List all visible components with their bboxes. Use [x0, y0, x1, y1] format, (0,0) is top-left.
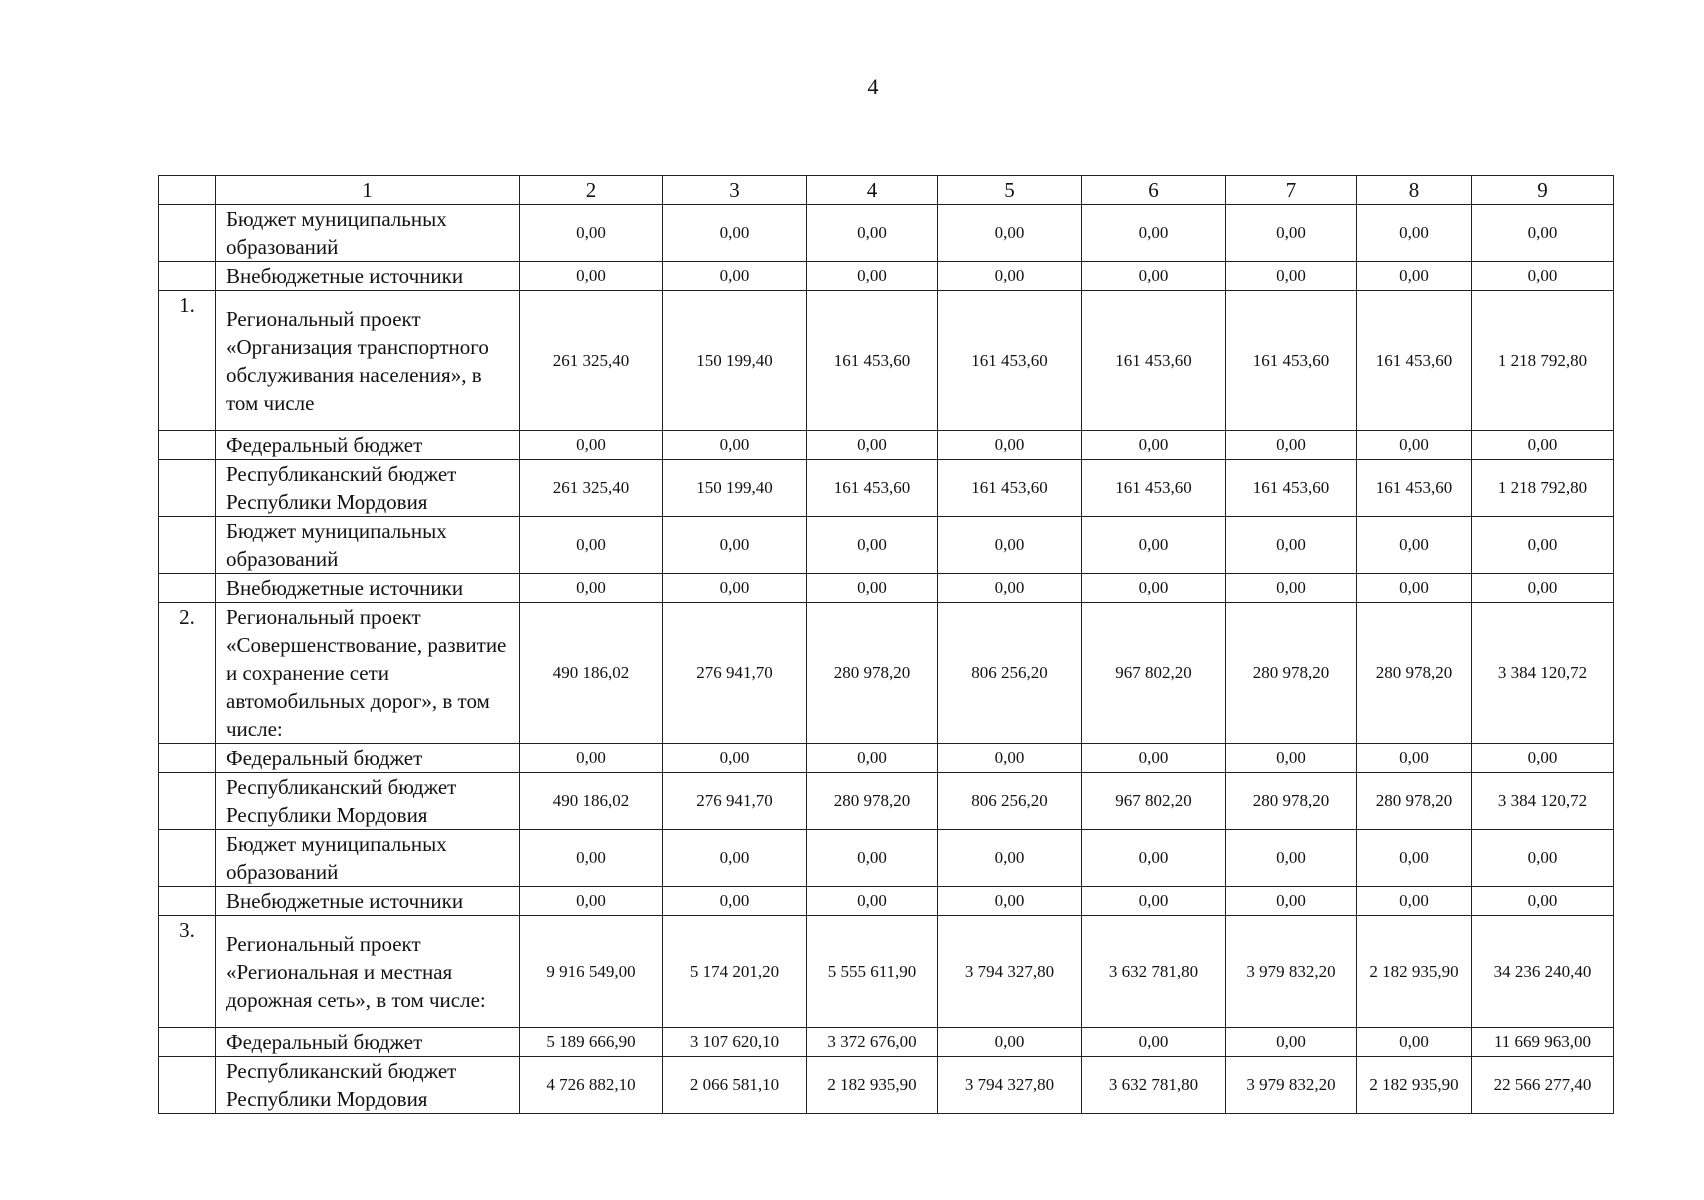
value-cell: 0,00 — [1472, 830, 1614, 887]
row-index — [159, 773, 216, 830]
value-cell: 0,00 — [663, 574, 807, 603]
value-cell: 806 256,20 — [938, 773, 1082, 830]
table-row — [159, 603, 1614, 744]
value-cell: 0,00 — [1226, 517, 1357, 574]
value-cell: 161 453,60 — [807, 460, 938, 517]
value-cell: 161 453,60 — [1226, 460, 1357, 517]
value-cell: 0,00 — [663, 262, 807, 291]
value-cell: 161 453,60 — [1082, 460, 1226, 517]
row-index — [159, 744, 216, 773]
value-cell: 0,00 — [807, 574, 938, 603]
value-cell: 0,00 — [1226, 1028, 1357, 1057]
value-cell: 276 941,70 — [663, 773, 807, 830]
value-cell: 0,00 — [1357, 887, 1472, 916]
value-cell: 0,00 — [1082, 574, 1226, 603]
value-cell: 0,00 — [1472, 431, 1614, 460]
value-cell: 280 978,20 — [1357, 773, 1472, 830]
value-cell: 0,00 — [663, 431, 807, 460]
header-cell: 9 — [1472, 176, 1614, 205]
row-index — [159, 262, 216, 291]
header-cell: 5 — [938, 176, 1082, 205]
value-cell: 2 182 935,90 — [1357, 1057, 1472, 1114]
value-cell: 3 632 781,80 — [1082, 1057, 1226, 1114]
row-index — [159, 574, 216, 603]
value-cell: 0,00 — [938, 262, 1082, 291]
value-cell: 3 372 676,00 — [807, 1028, 938, 1057]
value-cell: 0,00 — [1226, 205, 1357, 262]
table-row — [159, 431, 1614, 460]
value-cell: 0,00 — [663, 830, 807, 887]
table-row — [159, 1028, 1614, 1057]
row-label: Федеральный бюджет — [216, 431, 520, 460]
row-index: 3. — [159, 916, 216, 1028]
header-cell: 6 — [1082, 176, 1226, 205]
row-index — [159, 830, 216, 887]
value-cell: 3 384 120,72 — [1472, 603, 1614, 744]
row-label: Федеральный бюджет — [216, 744, 520, 773]
value-cell: 0,00 — [1472, 574, 1614, 603]
value-cell: 280 978,20 — [1357, 603, 1472, 744]
value-cell: 3 384 120,72 — [1472, 773, 1614, 830]
row-index — [159, 887, 216, 916]
row-index — [159, 1028, 216, 1057]
value-cell: 0,00 — [1357, 517, 1472, 574]
header-cell: 4 — [807, 176, 938, 205]
value-cell: 0,00 — [1226, 744, 1357, 773]
value-cell: 967 802,20 — [1082, 603, 1226, 744]
row-index: 1. — [159, 291, 216, 431]
value-cell: 0,00 — [1082, 1028, 1226, 1057]
row-index — [159, 460, 216, 517]
value-cell: 3 107 620,10 — [663, 1028, 807, 1057]
value-cell: 0,00 — [1226, 431, 1357, 460]
value-cell: 0,00 — [663, 744, 807, 773]
header-row — [159, 176, 1614, 205]
value-cell: 0,00 — [1226, 887, 1357, 916]
value-cell: 0,00 — [807, 887, 938, 916]
value-cell: 22 566 277,40 — [1472, 1057, 1614, 1114]
value-cell: 5 555 611,90 — [807, 916, 938, 1028]
page-number: 4 — [867, 74, 879, 99]
row-label: Внебюджетные источники — [216, 574, 520, 603]
value-cell: 0,00 — [938, 574, 1082, 603]
value-cell: 5 174 201,20 — [663, 916, 807, 1028]
value-cell: 967 802,20 — [1082, 773, 1226, 830]
value-cell: 0,00 — [520, 262, 663, 291]
header-cell: 7 — [1226, 176, 1357, 205]
value-cell: 261 325,40 — [520, 291, 663, 431]
value-cell: 0,00 — [938, 431, 1082, 460]
value-cell: 11 669 963,00 — [1472, 1028, 1614, 1057]
value-cell: 0,00 — [1357, 1028, 1472, 1057]
value-cell: 0,00 — [520, 830, 663, 887]
value-cell: 0,00 — [1082, 262, 1226, 291]
header-cell: 1 — [216, 176, 520, 205]
value-cell: 3 979 832,20 — [1226, 916, 1357, 1028]
value-cell: 2 066 581,10 — [663, 1057, 807, 1114]
value-cell: 3 794 327,80 — [938, 1057, 1082, 1114]
header-cell: 3 — [663, 176, 807, 205]
value-cell: 0,00 — [1082, 887, 1226, 916]
table-row — [159, 517, 1614, 574]
table-row — [159, 773, 1614, 830]
value-cell: 0,00 — [663, 517, 807, 574]
value-cell: 1 218 792,80 — [1472, 291, 1614, 431]
value-cell: 3 794 327,80 — [938, 916, 1082, 1028]
row-index — [159, 1057, 216, 1114]
value-cell: 490 186,02 — [520, 773, 663, 830]
value-cell: 9 916 549,00 — [520, 916, 663, 1028]
value-cell: 0,00 — [1082, 830, 1226, 887]
value-cell: 0,00 — [1082, 744, 1226, 773]
table-row — [159, 744, 1614, 773]
value-cell: 34 236 240,40 — [1472, 916, 1614, 1028]
value-cell: 0,00 — [520, 431, 663, 460]
value-cell: 0,00 — [938, 887, 1082, 916]
value-cell: 0,00 — [1357, 574, 1472, 603]
header-cell — [159, 176, 216, 205]
value-cell: 0,00 — [807, 517, 938, 574]
value-cell: 0,00 — [1226, 262, 1357, 291]
row-label: Бюджет муниципальных образований — [216, 205, 520, 262]
value-cell: 0,00 — [520, 574, 663, 603]
row-label: Бюджет муниципальных образований — [216, 517, 520, 574]
value-cell: 0,00 — [1082, 517, 1226, 574]
value-cell: 0,00 — [1472, 744, 1614, 773]
value-cell: 0,00 — [807, 830, 938, 887]
value-cell: 161 453,60 — [1357, 291, 1472, 431]
value-cell: 0,00 — [1357, 744, 1472, 773]
value-cell: 0,00 — [938, 744, 1082, 773]
value-cell: 0,00 — [1472, 517, 1614, 574]
value-cell: 3 979 832,20 — [1226, 1057, 1357, 1114]
row-label: Внебюджетные источники — [216, 262, 520, 291]
value-cell: 276 941,70 — [663, 603, 807, 744]
value-cell: 150 199,40 — [663, 291, 807, 431]
table-row — [159, 1057, 1614, 1114]
value-cell: 0,00 — [938, 205, 1082, 262]
row-label: Республиканский бюджет Республики Мордовия — [216, 773, 520, 830]
value-cell: 0,00 — [520, 744, 663, 773]
value-cell: 0,00 — [938, 830, 1082, 887]
value-cell: 2 182 935,90 — [807, 1057, 938, 1114]
table-row — [159, 262, 1614, 291]
row-label: Региональный проект «Совершенствование, развитие и сохранение сети автомобильных дорог», в том числе: — [216, 603, 520, 744]
row-label: Республиканский бюджет Республики Мордовия — [216, 1057, 520, 1114]
value-cell: 280 978,20 — [807, 773, 938, 830]
header-cell: 2 — [520, 176, 663, 205]
value-cell: 0,00 — [1357, 431, 1472, 460]
value-cell: 161 453,60 — [1357, 460, 1472, 517]
table-row — [159, 830, 1614, 887]
row-label: Федеральный бюджет — [216, 1028, 520, 1057]
row-label: Региональный проект «Организация транспортного обслуживания населения», в том числе — [216, 291, 520, 431]
value-cell: 0,00 — [807, 744, 938, 773]
value-cell: 0,00 — [1357, 262, 1472, 291]
value-cell: 161 453,60 — [1226, 291, 1357, 431]
value-cell: 0,00 — [938, 517, 1082, 574]
value-cell: 161 453,60 — [938, 460, 1082, 517]
value-cell: 261 325,40 — [520, 460, 663, 517]
value-cell: 806 256,20 — [938, 603, 1082, 744]
value-cell: 0,00 — [520, 517, 663, 574]
value-cell: 2 182 935,90 — [1357, 916, 1472, 1028]
value-cell: 0,00 — [1226, 830, 1357, 887]
row-index — [159, 431, 216, 460]
table-body — [159, 176, 1614, 1114]
row-index — [159, 517, 216, 574]
value-cell: 0,00 — [807, 431, 938, 460]
value-cell: 0,00 — [663, 205, 807, 262]
value-cell: 0,00 — [1472, 262, 1614, 291]
row-label: Региональный проект «Региональная и местная дорожная сеть», в том числе: — [216, 916, 520, 1028]
table-row — [159, 916, 1614, 1028]
value-cell: 0,00 — [520, 205, 663, 262]
value-cell: 0,00 — [1082, 205, 1226, 262]
value-cell: 3 632 781,80 — [1082, 916, 1226, 1028]
row-label: Внебюджетные источники — [216, 887, 520, 916]
row-label: Республиканский бюджет Республики Мордовия — [216, 460, 520, 517]
table-row — [159, 574, 1614, 603]
value-cell: 280 978,20 — [807, 603, 938, 744]
value-cell: 0,00 — [520, 887, 663, 916]
value-cell: 0,00 — [1472, 205, 1614, 262]
value-cell: 0,00 — [663, 887, 807, 916]
table-row — [159, 460, 1614, 517]
table-row — [159, 887, 1614, 916]
value-cell: 0,00 — [1472, 887, 1614, 916]
value-cell: 161 453,60 — [807, 291, 938, 431]
value-cell: 0,00 — [1357, 830, 1472, 887]
value-cell: 490 186,02 — [520, 603, 663, 744]
value-cell: 4 726 882,10 — [520, 1057, 663, 1114]
value-cell: 280 978,20 — [1226, 773, 1357, 830]
value-cell: 0,00 — [1082, 431, 1226, 460]
value-cell: 0,00 — [807, 205, 938, 262]
table-row — [159, 205, 1614, 262]
value-cell: 0,00 — [807, 262, 938, 291]
row-index — [159, 205, 216, 262]
row-index: 2. — [159, 603, 216, 744]
funding-table — [158, 175, 1614, 1114]
value-cell: 5 189 666,90 — [520, 1028, 663, 1057]
table-row — [159, 291, 1614, 431]
header-cell: 8 — [1357, 176, 1472, 205]
value-cell: 280 978,20 — [1226, 603, 1357, 744]
value-cell: 1 218 792,80 — [1472, 460, 1614, 517]
row-label: Бюджет муниципальных образований — [216, 830, 520, 887]
value-cell: 0,00 — [1357, 205, 1472, 262]
value-cell: 0,00 — [1226, 574, 1357, 603]
value-cell: 161 453,60 — [938, 291, 1082, 431]
value-cell: 161 453,60 — [1082, 291, 1226, 431]
value-cell: 150 199,40 — [663, 460, 807, 517]
value-cell: 0,00 — [938, 1028, 1082, 1057]
